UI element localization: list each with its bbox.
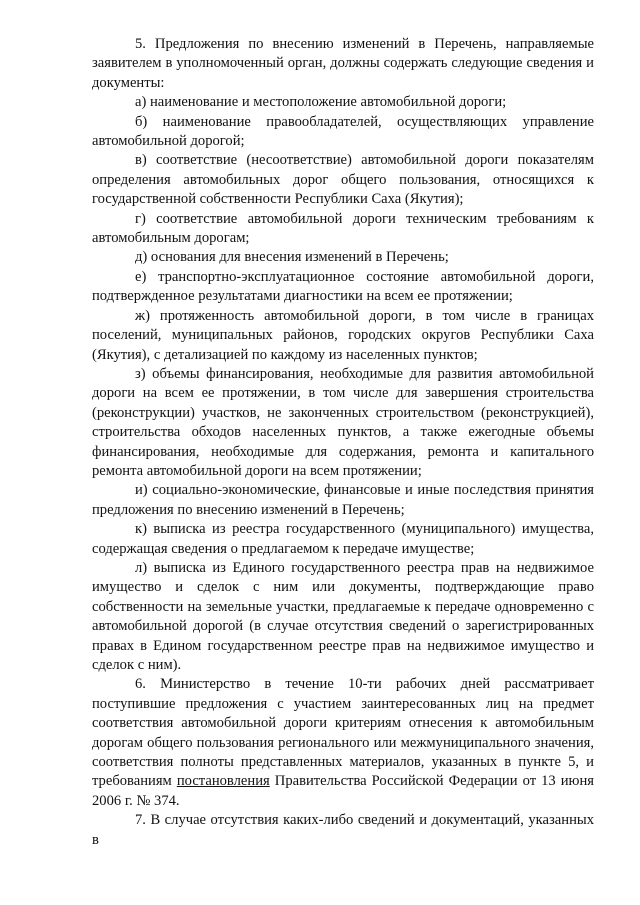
paragraph-6-text-end: Правительства Российской Федерации от 13 июня 2006 г. № 374. [92,773,594,809]
list-item-k: к) выписка из реестра государственного (муниципального) имущества, содержащая сведения о предлагаемом к передаче имуществе; [92,521,594,557]
list-item-l: л) выписка из Единого государственного реестра прав на недвижимое имущество и сделок с ним или документы, подтверждающие право собственности на земельные участки, предлагаемые к передаче одновременно с автомобильной дорогой (в случае отсутствия сведений о зарегистрированных правах в Едином государственном реестре прав на недвижимое имущество и сделок с ним). [92,559,594,673]
list-item-d: д) основания для внесения изменений в Перечень; [135,249,449,266]
list-item-zh: ж) протяженность автомобильной дороги, в том числе в границах поселений, муниципальных районов, городских округов Республики Саха (Якутия), с детализацией по каждому из населенных пунктов; [92,307,594,363]
paragraph-5-intro: 5. Предложения по внесению изменений в Перечень, направляемые заявителем в уполномоченный орган, должны содержать следующие сведения и документы: [92,36,594,91]
list-item-z: з) объемы финансирования, необходимые для развития автомобильной дороги на всем ее протяжении, в том числе для завершения строительства (реконструкции) участков, не законченных строительством (реконструкцией), строительства обходов населенных пунктов, а также ежегодные объемы финансирования, необходимые для содержания, ремонта и капитального ремонта автомобильной дороги на всем протяжении; [92,365,594,479]
paragraph-7: 7. В случае отсутствия каких-либо сведений и документаций, указанных в [92,812,594,848]
list-item-a: а) наименование и местоположение автомобильной дороги; [135,94,507,111]
list-item-g: г) соответствие автомобильной дороги техническим требованиям к автомобильным дорогам; [92,210,594,247]
paragraph-6-text-start: 6. Министерство в течение 10-ти рабочих дней рассматривает поступившие предложения с участием заинтересованных лиц на предмет соответствия автомобильной дороги критериям отнесения к автомобильным дорогам общего пользования регионального или межмуниципального значения, соответствия полноты представленных материалов, указанных в пункте 5, и требованиям [92,676,594,790]
list-item-v: в) соответствие (несоответствие) автомобильной дороги показателям определения автомобильных дорог общего пользования, относящихся к государственной собственности Республики Саха (Якутия); [92,152,594,208]
list-item-e: е) транспортно-эксплуатационное состояние автомобильной дороги, подтвержденное результатами диагностики на всем ее протяжении; [92,268,594,305]
list-item-i: и) социально-экономические, финансовые и иные последствия принятия предложения по внесению изменений в Перечень; [92,482,594,518]
paragraph-6 [92,675,594,811]
list-item-b: б) наименование правообладателей, осуществляющих управление автомобильной дорогой; [92,113,594,150]
resolution-link[interactable]: постановления [176,773,270,790]
document-page [92,35,594,850]
